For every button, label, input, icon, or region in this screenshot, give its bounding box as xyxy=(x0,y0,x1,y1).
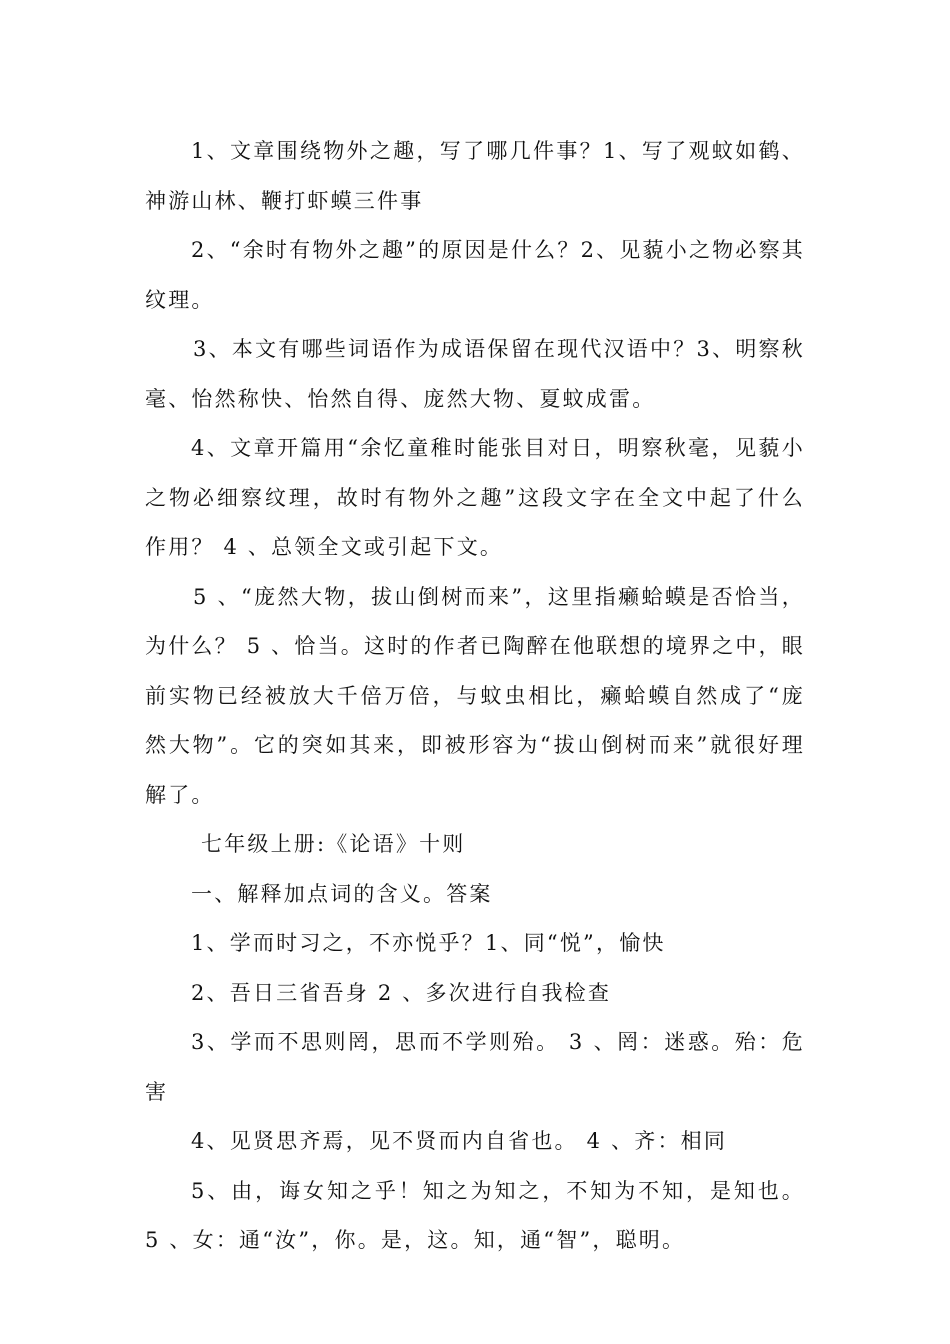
paragraph-q1: 1、文章围绕物外之趣，写了哪几件事？1、写了观蚊如鹤、神游山林、鞭打虾蟆三件事 xyxy=(145,139,805,213)
paragraph-q4: 4、文章开篇用“余忆童稚时能张目对日，明察秋毫，见藐小之物必细察纹理，故时有物外之趣”这段文字在全文中起了什么作用？ 4 、总领全文或引起下文。 xyxy=(145,436,805,559)
paragraph-q2: 2、“余时有物外之趣”的原因是什么？2、见藐小之物必察其纹理。 xyxy=(145,238,805,312)
paragraph-q3: 3、本文有哪些词语作为成语保留在现代汉语中？3、明察秋毫、怡然称快、怡然自得、庞然大物、夏蚊成雷。 xyxy=(145,337,805,411)
paragraph-item-1: 1、学而时习之，不亦悦乎？1、同“悦”，愉快 xyxy=(191,931,666,955)
paragraph-item-2: 2、吾日三省吾身 2 、多次进行自我检查 xyxy=(191,980,612,1005)
paragraph-q5: 5 、“庞然大物，拔山倒树而来”，这里指癞蛤蟆是否恰当，为什么？ 5 、恰当。这时的作者已陶醉在他联想的境界之中，眼前实物已经被放大千倍万倍，与蚊虫相比，癞蛤蟆自然成了“庞然大物”。它的突如其来，即被形容为“拔山倒树而来”就很好理解了。 xyxy=(145,584,805,807)
section-heading: 七年级上册:《论语》十则 xyxy=(201,832,466,856)
paragraph-item-5: 5、由，诲女知之乎！知之为知之，不知为不知，是知也。 5 、女：通“汝”，你。是，这。知，通“智”，聪明。 xyxy=(145,1178,805,1252)
paragraph-item-4: 4、见贤思齐焉，见不贤而内自省也。 4 、齐：相同 xyxy=(191,1129,728,1153)
subsection-heading: 一、解释加点词的含义。答案 xyxy=(191,881,493,906)
paragraph-item-3: 3、学而不思则罔，思而不学则殆。 3 、罔：迷惑。殆：危害 xyxy=(145,1030,805,1104)
